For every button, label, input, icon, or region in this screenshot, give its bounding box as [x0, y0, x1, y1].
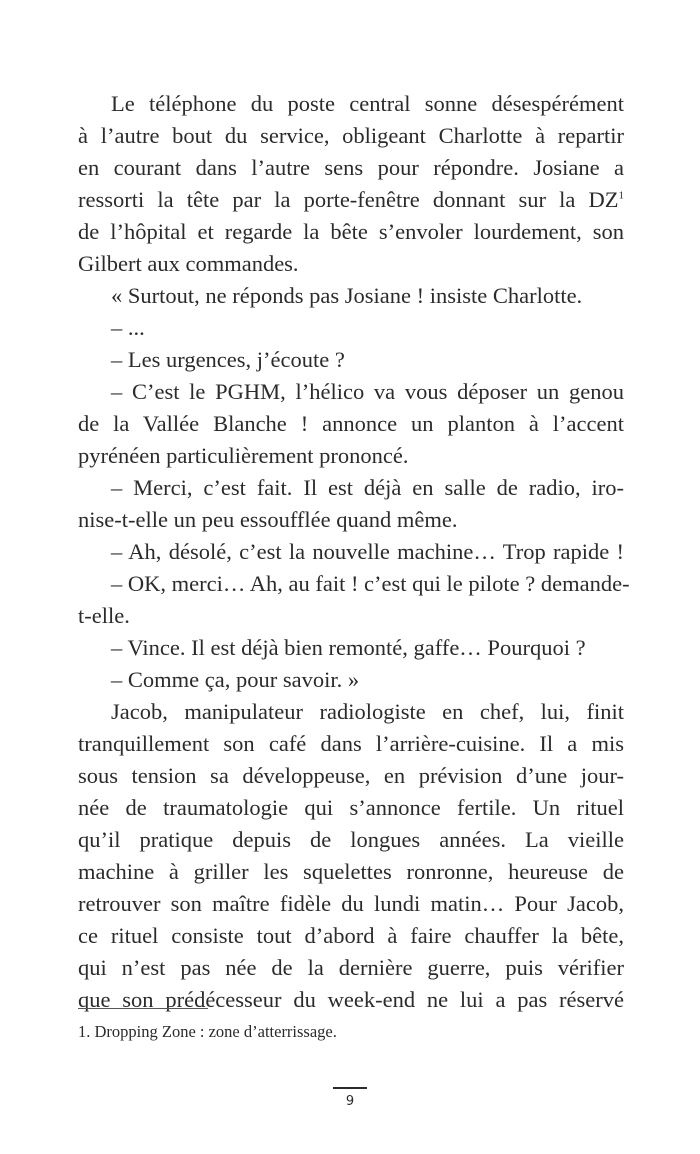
page-number-rule	[333, 1087, 367, 1089]
page-number: 9	[345, 1094, 355, 1109]
text-line: Le téléphone du poste central sonne désespérément	[111, 91, 624, 116]
text-line: de la Vallée Blanche ! annonce un planton à l’accent	[78, 411, 624, 436]
text-line: de l’hôpital et regarde la bête s’envoler lourdement, son	[78, 219, 624, 244]
body-text	[78, 88, 630, 1016]
text-line: – C’est le PGHM, l’hélico va vous déposer un genou	[111, 379, 624, 404]
text-line: qui n’est pas née de la dernière guerre, puis vérifier	[78, 955, 624, 980]
text-line: nise-t-elle un peu essoufflée quand même.	[78, 507, 458, 532]
text-line: – Vince. Il est déjà bien remonté, gaffe… Pourquoi ?	[111, 635, 586, 660]
text-line: – OK, merci… Ah, au fait ! c’est qui le pilote ? demande-	[111, 571, 630, 596]
text-line: en courant dans l’autre sens pour répondre. Josiane a	[78, 155, 624, 180]
text-line: sous tension sa développeuse, en prévision d’une jour-	[78, 763, 624, 788]
text-line: pyrénéen particulièrement prononcé.	[78, 443, 409, 468]
text-line: ce rituel consiste tout d’abord à faire chauffer la bête,	[78, 923, 624, 948]
text-line: t-elle.	[78, 603, 130, 628]
text-line: qu’il pratique depuis de longues années. La vieille	[78, 827, 624, 852]
footnote: 1. Dropping Zone : zone d’atterrissage.	[78, 1022, 337, 1041]
footnote-marker: 1	[618, 189, 624, 202]
text-line: Jacob, manipulateur radiologiste en chef, lui, finit	[111, 699, 624, 724]
text-line: « Surtout, ne réponds pas Josiane ! insiste Charlotte.	[111, 283, 583, 308]
text-line: – Comme ça, pour savoir. »	[111, 667, 360, 692]
text-line: machine à griller les squelettes ronronne, heureuse de	[78, 859, 624, 884]
text-line	[78, 184, 624, 216]
text-line: tranquillement son café dans l’arrière-cuisine. Il a mis	[78, 731, 624, 756]
footnote-divider	[78, 1008, 208, 1009]
text-line: – Les urgences, j’écoute ?	[111, 347, 345, 372]
text-line: à l’autre bout du service, obligeant Charlotte à repartir	[78, 123, 624, 148]
text-line: – ...	[111, 315, 145, 340]
text-line: retrouver son maître fidèle du lundi matin… Pour Jacob,	[78, 891, 624, 916]
text-line: – Merci, c’est fait. Il est déjà en salle de radio, iro-	[111, 475, 624, 500]
text-line: Gilbert aux commandes.	[78, 251, 299, 276]
text-line: née de traumatologie qui s’annonce fertile. Un rituel	[78, 795, 624, 820]
text-line: – Ah, désolé, c’est la nouvelle machine… Trop rapide !	[111, 539, 624, 564]
text-line: que son prédécesseur du week-end ne lui a pas réservé	[78, 987, 624, 1012]
text-span: ressorti la tête par la porte-fenêtre donnant sur la DZ	[78, 187, 619, 212]
